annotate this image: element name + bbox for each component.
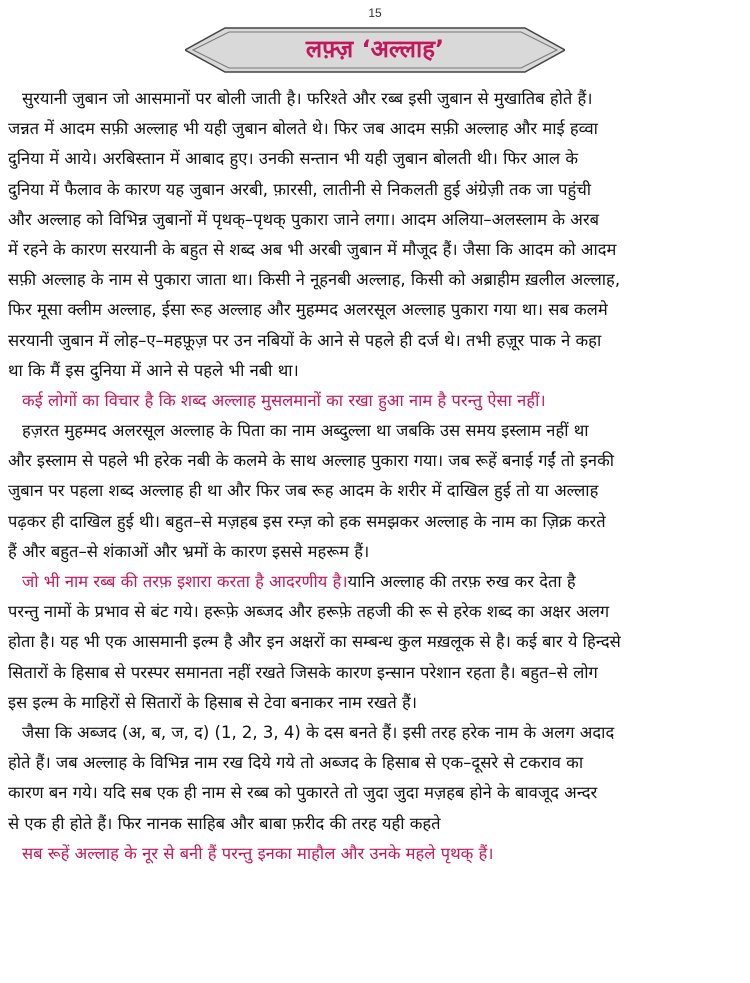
text-line: दुनिया में फैलाव के कारण यह जुबान अरबी, फ़ारसी, लातीनी से निकलती हुई अंग्रेज़ी तक जा पहुंची (8, 179, 592, 199)
mixed-line (8, 567, 742, 597)
page-title: लफ़्ज़ ‘अल्लाह’ (305, 35, 445, 63)
text-line: सितारों के हिसाब से परस्पर समानता नहीं रखते जिसके कारण इन्सान परेशान रहता है। बहुत–से लोग (8, 662, 598, 682)
highlight-line: कई लोगों का विचार है कि शब्द अल्लाह मुसलमानों का रखा हुआ नाम है परन्तु ऐसा नहीं। (22, 390, 546, 410)
text-line: में रहने के कारण सरयानी के बहुत से शब्द अब भी अरबी जुबान में मौजूद हैं। जैसा कि आदम को आदम (8, 239, 617, 259)
text-line: से एक ही होते हैं। फिर नानक साहिब और बाबा फ़रीद की तरह यही कहते (8, 813, 441, 833)
text-line: इस इल्म के माहिरों से सितारों के हिसाब से टेवा बनाकर नाम रखते हैं। (8, 692, 418, 712)
text-line: हैं और बहुत–से शंकाओं और भ्रमों के कारण इससे महरूम हैं। (8, 541, 370, 561)
text-line: जैसा कि अब्जद (अ, ब, ज, द) (1, 2, 3, 4) के दस बनते हैं। इसी तरह हरेक नाम के अलग अदाद (22, 722, 615, 742)
highlight-line: सब रूहें अल्लाह के नूर से बनी हैं परन्तु इनका माहौल और उनके महले पृथक् हैं। (22, 843, 494, 863)
text-line: कारण बन गये। यदि सब एक ही नाम से रब्ब को पुकारते तो जुदा जुदा मज़हब होने के बावजूद अन्दर (8, 783, 598, 803)
text-line: दुनिया में आये। अरबिस्तान में आबाद हुए। उनकी सन्तान भी यही जुबान बोलती थी। फिर आल के (8, 149, 579, 169)
text-line: सफ़ी अल्लाह के नाम से पुकारा जाता था। किसी ने नूहनबी अल्लाह, किसी को अब्राहीम ख़लील अल्लाह, (8, 270, 621, 290)
text-phrase: यानि अल्लाह की तरफ़ रुख कर देता है (347, 572, 576, 591)
text-line: और अल्लाह को विभिन्न जुबानों में पृथक्–पृथक् पुकारा जाने लगा। आदम अलिया–अलस्लाम के अरब (8, 209, 600, 229)
text-line: सुरयानी जुबान जो आसमानों पर बोली जाती है। फरिश्ते और रब्ब इसी जुबान से मुखातिब होते हैं। (22, 89, 593, 108)
text-line: फिर मूसा क्लीम अल्लाह, ईसा रूह अल्लाह और मुहम्मद अलरसूल अल्लाह पुकारा गया था। सब कलमे (8, 300, 608, 320)
text-line: परन्तु नामों के प्रभाव से बंट गये। हरूफ़े अब्जद और हरूफ़े तहजी की रू से हरेक शब्द का अक्षर अलग (8, 602, 610, 622)
text-line: जुबान पर पहला शब्द अल्लाह ही था और फिर जब रूह आदम के शरीर में दाखिल हुई तो या अल्लाह (8, 481, 599, 501)
text-line: हज़रत मुहम्मद अलरसूल अल्लाह के पिता का नाम अब्दुल्ला था जबकि उस समय इस्लाम नहीं था (22, 421, 589, 441)
title-banner (185, 24, 565, 76)
text-line: जन्नत में आदम सफ़ी अल्लाह भी यही जुबान बोलते थे। फिर जब आदम सफ़ी अल्लाह और माई हव्वा (8, 119, 598, 139)
text-line: सरयानी जुबान में लोह–ए–महफ़ूज़ पर उन नबियों के आने से पहले ही दर्ज थे। तभी हज़ूर पाक ने कहा (8, 330, 602, 350)
text-line: होते हैं। जब अल्लाह के विभिन्न नाम रख दिये गये तो अब्जद के हिसाब से एक–दूसरे से टकराव का (8, 753, 584, 773)
text-line: था कि मैं इस दुनिया में आने से पहले भी नबी था। (8, 360, 299, 380)
text-line: पढ़कर ही दाखिल हुई थी। बहुत–से मज़हब इस रम्ज़ को हक समझकर अल्लाह के नाम का ज़िक्र करते (8, 511, 606, 531)
article-body (8, 84, 742, 869)
highlight-phrase: जो भी नाम रब्ब की तरफ़ इशारा करता है आदरणीय है। (22, 572, 348, 591)
text-line: होता है। यह भी एक आसमानी इल्म है और इन अक्षरों का सम्बन्ध कुल मख़लूक से है। कई बार ये हिन्दसे (8, 632, 621, 652)
text-line: और इस्लाम से पहले भी हरेक नबी के कलमे के साथ अल्लाह पुकारा गया। जब रूहें बनाई गईं तो इनकी (8, 451, 615, 471)
page-number: 15 (368, 6, 382, 20)
